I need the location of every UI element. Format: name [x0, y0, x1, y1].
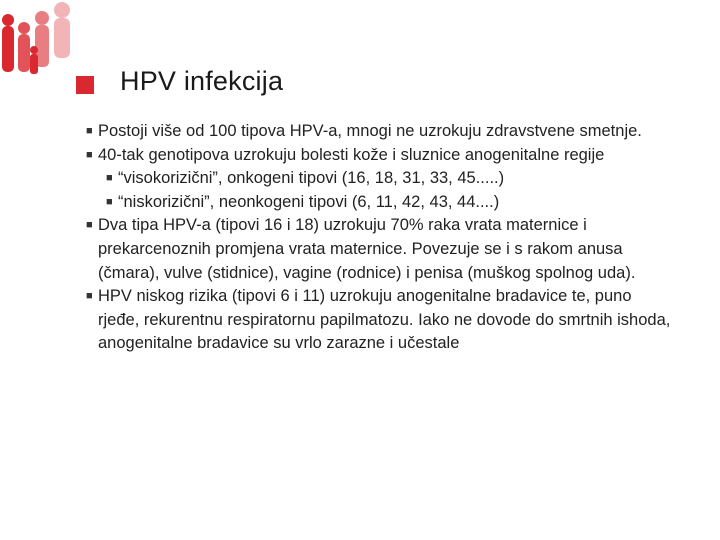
- bullet-text: Dva tipa HPV-a (tipovi 16 i 18) uzrokuju 70% raka vrata maternice i prekarcenoznih promjena vrata maternice. Povezuje se i s rakom anusa (čmara), vulve (stidnice), vagine (rodnice) i penisa (muškog spolnog uda).: [98, 216, 636, 282]
- bullet-item: [86, 144, 676, 168]
- sub-bullet-item: [106, 191, 676, 215]
- bullet-item: [86, 214, 676, 285]
- bullet-list: [86, 120, 676, 356]
- bullet-text: “visokorizični”, onkogeni tipovi (16, 18, 31, 33, 45.....): [118, 169, 505, 188]
- bullet-text: 40-tak genotipova uzrokuju bolesti kože i sluznice anogenitalne regije: [98, 145, 605, 164]
- title-accent-square: [76, 76, 94, 94]
- bullet-text: Postoji više od 100 tipova HPV-a, mnogi ne uzrokuju zdravstvene smetnje.: [98, 122, 642, 140]
- page-title: HPV infekcija: [120, 66, 284, 96]
- square-bullet-icon: ■: [106, 172, 113, 185]
- sub-bullet-item: [106, 167, 676, 191]
- square-bullet-icon: ■: [106, 195, 113, 208]
- square-bullet-icon: ■: [86, 125, 93, 137]
- bullet-text: “niskorizični”, neonkogeni tipovi (6, 11, 42, 43, 44....): [118, 192, 500, 211]
- bullet-item: [86, 120, 676, 144]
- people-logo-icon: [0, 0, 80, 78]
- square-bullet-icon: ■: [86, 290, 93, 303]
- bullet-text: HPV niskog rizika (tipovi 6 i 11) uzrokuju anogenitalne bradavice te, puno rjeđe, rekurentnu respiratornu papilmatozu. Iako ne dovode do smrtnih ishoda, anogenitalne bradavice su vrlo zarazne i učestale: [98, 287, 671, 353]
- bullet-item: [86, 285, 676, 356]
- square-bullet-icon: ■: [86, 219, 93, 232]
- square-bullet-icon: ■: [86, 148, 93, 161]
